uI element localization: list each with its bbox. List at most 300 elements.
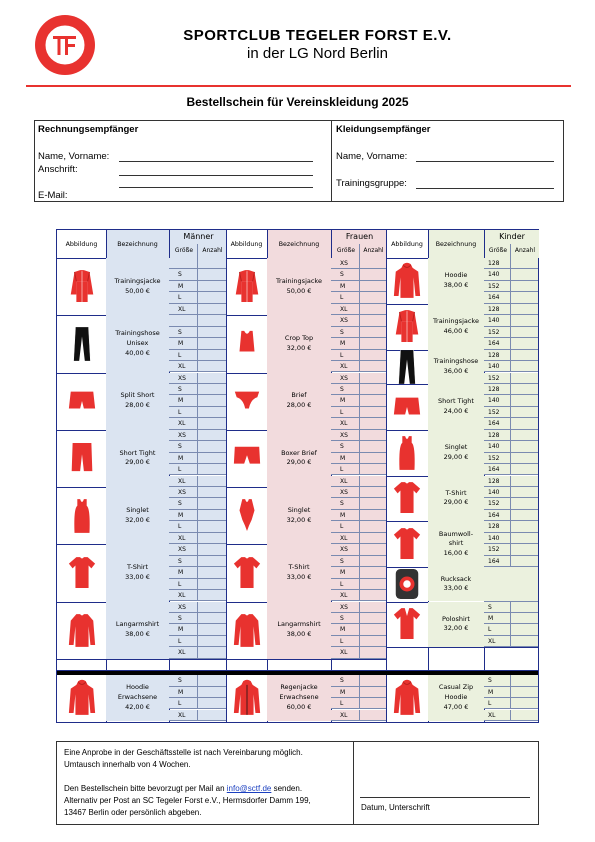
item-desc-women (267, 602, 331, 659)
quantity-input[interactable] (510, 281, 538, 292)
size-cell: 152 (484, 498, 510, 509)
item-price: 29,00 € (443, 452, 469, 461)
men-image-icon (67, 382, 97, 420)
quantity-input[interactable] (359, 361, 386, 372)
size-cell: M (169, 338, 197, 349)
quantity-input[interactable] (510, 533, 538, 544)
size-cell: 128 (484, 350, 510, 361)
size-cell: XS (169, 544, 197, 555)
quantity-input[interactable] (359, 647, 386, 658)
quantity-input[interactable] (510, 373, 538, 384)
club-subtitle: in der LG Nord Berlin (247, 45, 388, 62)
quantity-input[interactable] (197, 292, 226, 303)
item-desc-men (106, 373, 169, 430)
item-desc-men (106, 487, 169, 544)
size-cell: L (169, 292, 197, 303)
men-image-icon (67, 439, 97, 477)
size-cell: XL (169, 710, 197, 721)
kids-image-icon (392, 388, 422, 426)
item-desc-kids (428, 476, 484, 522)
item-name: Trainingsjacke (433, 316, 479, 325)
quantity-input[interactable] (359, 269, 386, 280)
size-cell: 152 (484, 373, 510, 384)
quantity-input[interactable] (197, 613, 226, 624)
item-desc-men (106, 258, 169, 315)
size-cell: L (484, 624, 510, 635)
size-cell: 128 (484, 304, 510, 315)
item-price: 33,00 € (443, 584, 469, 593)
quantity-input[interactable] (197, 533, 226, 544)
billing-heading: Rechnungsempfänger (38, 124, 139, 135)
footer-note-3-end: senden. (271, 784, 303, 793)
size-cell: XL (331, 647, 359, 658)
size-cell: XS (169, 430, 197, 441)
footer-note-4: Alternativ per Post an SC Tegeler Forst e.V., Hermsdorfer Damm 199, (64, 796, 311, 805)
quantity-input[interactable] (197, 567, 226, 578)
item-price: 60,00 € (286, 702, 312, 711)
men-image-icon (67, 325, 97, 363)
quantity-input[interactable] (510, 384, 538, 395)
signature-line[interactable] (360, 797, 530, 798)
size-cell: L (331, 698, 359, 709)
quantity-input[interactable] (197, 281, 226, 292)
size-cell: L (169, 407, 197, 418)
kids-image-icon (392, 525, 422, 563)
shipping-name-field[interactable] (416, 161, 554, 162)
size-cell: M (169, 395, 197, 406)
item-desc-kids (428, 675, 484, 721)
size-cell: 152 (484, 281, 510, 292)
col-header-image-kids: Abbildung (391, 240, 423, 248)
quantity-input[interactable] (510, 441, 538, 452)
quantity-input[interactable] (510, 292, 538, 303)
quantity-input[interactable] (197, 698, 226, 709)
item-name: Langarmshirt (115, 620, 160, 629)
quantity-input[interactable] (359, 556, 386, 567)
shipping-name-label: Name, Vorname: (336, 151, 408, 162)
item-desc-women (267, 430, 331, 487)
quantity-input[interactable] (359, 521, 386, 532)
item-desc-women (267, 487, 331, 544)
quantity-input[interactable] (197, 590, 226, 601)
size-cell: S (169, 441, 197, 452)
item-name: T-Shirt (288, 563, 310, 572)
quantity-input[interactable] (510, 395, 538, 406)
size-cell: S (169, 613, 197, 624)
quantity-input[interactable] (510, 544, 538, 555)
quantity-input[interactable] (197, 544, 226, 555)
quantity-input[interactable] (359, 533, 386, 544)
quantity-input[interactable] (359, 281, 386, 292)
quantity-input[interactable] (197, 710, 226, 721)
quantity-input[interactable] (510, 556, 538, 567)
item-name: Poloshirt (442, 614, 470, 623)
size-cell: S (169, 269, 197, 280)
men-image-icon (67, 268, 97, 306)
size-cell: 164 (484, 556, 510, 567)
quantity-input[interactable] (197, 269, 226, 280)
item-price: 28,00 € (125, 401, 150, 410)
header-divider (26, 85, 571, 87)
quantity-input[interactable] (359, 373, 386, 384)
item-desc-kids (428, 521, 484, 567)
quantity-input[interactable] (510, 636, 538, 647)
row-separator (386, 647, 538, 648)
size-cell: L (331, 636, 359, 647)
col-header-desc-kids: Bezeichnung (428, 230, 484, 258)
quantity-input[interactable] (510, 510, 538, 521)
kids-image-icon (392, 434, 422, 472)
quantity-input[interactable] (359, 476, 386, 487)
size-cell: M (484, 687, 510, 698)
item-name: Trainingsjacke (114, 276, 161, 285)
quantity-input[interactable] (510, 687, 538, 698)
size-cell: M (169, 510, 197, 521)
item-name: Brief (291, 391, 307, 400)
size-cell: 140 (484, 395, 510, 406)
quantity-input[interactable] (510, 624, 538, 635)
size-cell: L (169, 521, 197, 532)
item-price: 46,00 € (443, 326, 469, 335)
size-cell: S (169, 327, 197, 338)
size-cell: 128 (484, 476, 510, 487)
quantity-input[interactable] (510, 338, 538, 349)
size-cell: 128 (484, 430, 510, 441)
quantity-input[interactable] (197, 624, 226, 635)
col-header-qty-men: Anzahl (197, 244, 227, 258)
quantity-input[interactable] (197, 647, 226, 658)
item-price: 50,00 € (286, 286, 312, 295)
size-cell: XS (169, 487, 197, 498)
quantity-input[interactable] (359, 327, 386, 338)
quantity-input[interactable] (359, 338, 386, 349)
quantity-input[interactable] (359, 675, 386, 686)
footer-note-1: Eine Anprobe in der Geschäftsstelle ist nach Vereinbarung möglich. (64, 748, 303, 757)
size-cell: M (331, 395, 359, 406)
item-price: 32,00 € (286, 343, 312, 352)
size-cell: 140 (484, 533, 510, 544)
quantity-input[interactable] (510, 361, 538, 372)
quantity-input[interactable] (197, 602, 226, 613)
size-cell: S (331, 441, 359, 452)
quantity-input[interactable] (510, 487, 538, 498)
size-cell: M (331, 338, 359, 349)
quantity-input[interactable] (359, 350, 386, 361)
item-price: 29,00 € (125, 458, 150, 467)
quantity-input[interactable] (197, 453, 226, 464)
quantity-input[interactable] (510, 350, 538, 361)
billing-name-label: Name, Vorname: (38, 151, 110, 162)
quantity-input[interactable] (510, 698, 538, 709)
quantity-input[interactable] (510, 430, 538, 441)
women-image-icon (232, 554, 262, 592)
quantity-input[interactable] (197, 338, 226, 349)
club-logo (34, 14, 96, 76)
men-image-icon (67, 679, 97, 717)
size-cell: XL (331, 590, 359, 601)
women-image-icon (232, 439, 262, 477)
footer-note-5: 13467 Berlin oder persönlich abgeben. (64, 808, 202, 817)
quantity-input[interactable] (197, 579, 226, 590)
quantity-input[interactable] (510, 476, 538, 487)
page-title: Bestellschein für Vereinskleidung 2025 (186, 95, 409, 109)
quantity-input[interactable] (359, 613, 386, 624)
quantity-input[interactable] (197, 418, 226, 429)
quantity-input[interactable] (197, 675, 226, 686)
quantity-input[interactable] (359, 590, 386, 601)
men-image-icon (67, 554, 97, 592)
quantity-input[interactable] (197, 556, 226, 567)
item-name: Short Tight (119, 448, 156, 457)
item-price: 38,00 € (443, 280, 469, 289)
kids-image-icon (392, 308, 422, 346)
size-cell: L (169, 636, 197, 647)
group-header-women: Frauen (331, 230, 387, 245)
quantity-input[interactable] (197, 441, 226, 452)
item-price: 38,00 € (286, 630, 312, 639)
men-image-icon (67, 611, 97, 649)
item-name: Regenjacke Erwachsene (279, 683, 319, 702)
size-cell: M (169, 624, 197, 635)
size-cell: M (331, 453, 359, 464)
quantity-input[interactable] (197, 304, 226, 315)
men-image-icon (67, 497, 97, 535)
quantity-input[interactable] (197, 687, 226, 698)
col-header-desc-women: Bezeichnung (267, 230, 331, 258)
size-cell: XS (331, 544, 359, 555)
size-cell: L (331, 464, 359, 475)
quantity-input[interactable] (197, 384, 226, 395)
kids-image-icon (392, 479, 422, 517)
size-cell: XS (331, 258, 359, 269)
quantity-input[interactable] (359, 687, 386, 698)
quantity-input[interactable] (197, 395, 226, 406)
item-price: 16,00 € (443, 549, 469, 558)
quantity-input[interactable] (359, 453, 386, 464)
quantity-input[interactable] (359, 510, 386, 521)
size-cell: M (169, 281, 197, 292)
quantity-input[interactable] (359, 292, 386, 303)
size-cell: XL (331, 533, 359, 544)
group-header-kids: Kinder (484, 230, 539, 245)
club-name: SPORTCLUB TEGELER FORST E.V. (183, 27, 452, 44)
size-cell: 128 (484, 521, 510, 532)
quantity-input[interactable] (197, 487, 226, 498)
size-cell: M (169, 687, 197, 698)
size-cell: M (169, 453, 197, 464)
quantity-input[interactable] (359, 567, 386, 578)
quantity-input[interactable] (510, 269, 538, 280)
size-cell: 140 (484, 487, 510, 498)
size-cell: XS (169, 602, 197, 613)
quantity-input[interactable] (510, 407, 538, 418)
quantity-input[interactable] (359, 636, 386, 647)
size-cell: 164 (484, 418, 510, 429)
item-name: Trainingshose (433, 357, 479, 366)
size-cell: XS (331, 430, 359, 441)
address-section (34, 120, 564, 202)
quantity-input[interactable] (359, 395, 386, 406)
size-cell: S (331, 556, 359, 567)
item-name: Crop Top (284, 334, 314, 343)
quantity-input[interactable] (510, 710, 538, 721)
quantity-input[interactable] (197, 636, 226, 647)
quantity-input[interactable] (510, 304, 538, 315)
women-image-icon (232, 382, 262, 420)
quantity-input[interactable] (197, 510, 226, 521)
quantity-input[interactable] (359, 441, 386, 452)
email-link[interactable]: info@sctf.de (226, 784, 272, 793)
item-name: Rucksack (440, 574, 472, 583)
quantity-input[interactable] (510, 315, 538, 326)
item-desc-men (106, 602, 169, 659)
size-cell: L (169, 698, 197, 709)
column-divider (226, 230, 227, 722)
quantity-input[interactable] (197, 258, 226, 269)
quantity-input[interactable] (359, 710, 386, 721)
quantity-input[interactable] (510, 602, 538, 613)
item-desc-kids (428, 258, 484, 304)
item-name: Split Short (120, 391, 155, 400)
item-desc-kids (428, 384, 484, 430)
size-cell: XS (331, 315, 359, 326)
size-cell: XL (169, 304, 197, 315)
size-cell: XS (331, 487, 359, 498)
quantity-input[interactable] (510, 327, 538, 338)
size-cell: L (331, 407, 359, 418)
size-cell: XL (331, 304, 359, 315)
quantity-input[interactable] (510, 675, 538, 686)
quantity-input[interactable] (359, 698, 386, 709)
quantity-input[interactable] (197, 361, 226, 372)
size-cell: M (331, 281, 359, 292)
size-cell: XL (169, 533, 197, 544)
quantity-input[interactable] (359, 384, 386, 395)
item-price: 24,00 € (443, 406, 469, 415)
quantity-input[interactable] (197, 464, 226, 475)
quantity-input[interactable] (510, 464, 538, 475)
size-cell: 128 (484, 384, 510, 395)
item-price: 32,00 € (443, 624, 469, 633)
quantity-input[interactable] (197, 498, 226, 509)
item-name: Singlet (126, 505, 149, 514)
billing-address-field-2[interactable] (119, 187, 313, 188)
item-price: 33,00 € (286, 572, 312, 581)
size-cell: XL (169, 418, 197, 429)
shipping-heading: Kleidungsempfänger (336, 124, 431, 135)
quantity-input[interactable] (197, 373, 226, 384)
quantity-input[interactable] (510, 498, 538, 509)
item-name: Singlet (287, 505, 311, 514)
size-cell: 152 (484, 407, 510, 418)
kids-image-icon (392, 679, 422, 717)
quantity-input[interactable] (359, 315, 386, 326)
size-cell: XS (331, 373, 359, 384)
women-image-icon (232, 325, 262, 363)
size-cell: S (331, 269, 359, 280)
quantity-input[interactable] (359, 258, 386, 269)
size-cell: S (331, 613, 359, 624)
address-divider (331, 121, 332, 201)
size-cell: XL (331, 476, 359, 487)
quantity-input[interactable] (359, 487, 386, 498)
quantity-input[interactable] (510, 418, 538, 429)
item-price: 47,00 € (443, 702, 469, 711)
quantity-input[interactable] (359, 304, 386, 315)
size-cell: XL (169, 590, 197, 601)
quantity-input[interactable] (359, 464, 386, 475)
quantity-input[interactable] (197, 407, 226, 418)
order-table (56, 229, 539, 723)
col-header-size-kids: Größe (484, 244, 511, 258)
item-desc-kids (428, 350, 484, 384)
col-header-image-women: Abbildung (230, 240, 263, 248)
size-cell: L (169, 350, 197, 361)
quantity-input[interactable] (359, 418, 386, 429)
quantity-input[interactable] (197, 315, 226, 326)
item-desc-women (267, 258, 331, 315)
footer-divider (353, 742, 354, 824)
quantity-input[interactable] (197, 430, 226, 441)
kids-image-icon (392, 605, 422, 643)
size-cell: 140 (484, 361, 510, 372)
quantity-input[interactable] (197, 350, 226, 361)
signature-label: Datum, Unterschrift (361, 803, 430, 812)
item-price: 29,00 € (443, 498, 469, 507)
size-cell: XS (169, 373, 197, 384)
item-desc-men (106, 430, 169, 487)
size-cell (169, 258, 197, 269)
quantity-input[interactable] (510, 453, 538, 464)
shipping-group-field[interactable] (416, 188, 554, 189)
item-price: 28,00 € (286, 401, 312, 410)
size-cell: S (169, 498, 197, 509)
item-price: 29,00 € (286, 458, 312, 467)
footer-note-2: Umtausch innerhalb von 4 Wochen. (64, 760, 191, 769)
size-cell: M (169, 567, 197, 578)
size-cell: S (169, 384, 197, 395)
quantity-input[interactable] (197, 521, 226, 532)
quantity-input[interactable] (510, 258, 538, 269)
item-name: Singlet (444, 442, 468, 451)
quantity-input[interactable] (359, 498, 386, 509)
item-name: Baumwoll- shirt (438, 529, 474, 548)
size-cell: 140 (484, 441, 510, 452)
billing-address-field-1[interactable] (119, 175, 313, 176)
billing-address-label: Anschrift: (38, 164, 78, 175)
size-cell: 140 (484, 269, 510, 280)
quantity-input[interactable] (359, 579, 386, 590)
size-cell: S (169, 675, 197, 686)
quantity-input[interactable] (510, 613, 538, 624)
women-image-icon (232, 497, 262, 535)
quantity-input[interactable] (197, 327, 226, 338)
quantity-input[interactable] (359, 602, 386, 613)
size-cell: L (331, 292, 359, 303)
quantity-input[interactable] (359, 544, 386, 555)
billing-name-field[interactable] (119, 161, 313, 162)
item-price: 36,00 € (443, 366, 469, 375)
size-cell: 164 (484, 510, 510, 521)
item-name: Short Tight (438, 397, 474, 406)
quantity-input[interactable] (197, 476, 226, 487)
quantity-input[interactable] (510, 521, 538, 532)
quantity-input[interactable] (359, 624, 386, 635)
size-cell: S (331, 498, 359, 509)
item-desc-women (267, 675, 331, 721)
quantity-input[interactable] (359, 407, 386, 418)
quantity-input[interactable] (359, 430, 386, 441)
